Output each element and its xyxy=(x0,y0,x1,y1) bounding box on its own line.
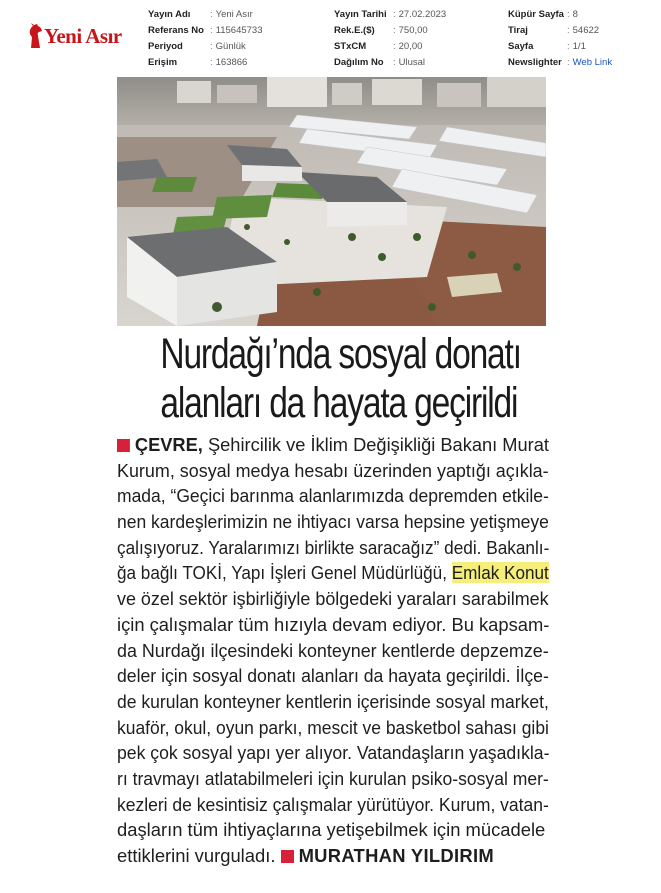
headline-line: Nurdağı’nda sosyal donatı xyxy=(160,330,521,378)
meta-column-middle xyxy=(334,7,446,71)
meta-label: Newslighter xyxy=(508,57,562,68)
body-line: da Nurdağı ilçesindeki konteyner kentlerde depzemze- xyxy=(117,639,549,661)
web-link[interactable]: Web Link xyxy=(572,57,613,68)
body-line: mada, “Geçici barınma alanlarımızda depremden etkile- xyxy=(117,485,549,507)
meta-separator: : xyxy=(210,9,213,20)
meta-value: Ulusal xyxy=(398,57,426,68)
meta-value: 20,00 xyxy=(398,41,423,52)
meta-row xyxy=(148,7,263,23)
meta-separator: : xyxy=(567,25,570,36)
publication-name: Yeni Asır xyxy=(44,23,122,48)
body-line: için çalışmalar tüm hızıyla devam ediyor. Bu kapsam- xyxy=(117,613,550,635)
meta-value: 27.02.2023 xyxy=(398,9,447,20)
meta-row xyxy=(508,7,612,23)
meta-label: Dağılım No xyxy=(334,57,384,68)
meta-row xyxy=(508,55,612,71)
meta-row xyxy=(334,23,446,39)
body-line: nen kardeşlerimizin ne ihtiyacı varsa hepsine yetişmeye xyxy=(117,511,549,533)
meta-separator: : xyxy=(567,9,570,20)
lead-word: ÇEVRE, xyxy=(134,434,203,455)
meta-label: Tiraj xyxy=(508,25,528,36)
meta-value: 750,00 xyxy=(398,25,428,36)
meta-separator: : xyxy=(393,25,396,36)
article-photo xyxy=(117,77,546,326)
meta-column-right xyxy=(508,7,612,71)
horse-head-logo-icon xyxy=(27,23,43,49)
body-line: daşların tüm ihtiyaçlarına yetişebilmek için mücadele xyxy=(117,819,546,841)
meta-separator: : xyxy=(567,41,570,52)
meta-label: Rek.E.($) xyxy=(334,25,375,36)
meta-row xyxy=(334,7,446,23)
body-line: kezleri de kesintisiz çalışmalar yürütüyor. Kurum, vatan- xyxy=(117,793,549,815)
meta-value: 8 xyxy=(572,9,578,20)
meta-row xyxy=(148,23,263,39)
article-headline xyxy=(160,330,521,428)
meta-value: Günlük xyxy=(215,41,246,52)
body-line: Kurum, sosyal medya hesabı üzerinden yaptığı açıkla- xyxy=(117,459,549,481)
body-text: ğa bağlı TOKİ, Yapı İşleri Genel Müdürlüğü, xyxy=(117,562,452,584)
article-body xyxy=(117,432,549,869)
body-line: de kurulan konteyner kentlerin içerisinde sosyal market, xyxy=(117,690,549,712)
meta-row xyxy=(334,39,446,55)
meta-value: 115645733 xyxy=(215,25,263,36)
meta-separator: : xyxy=(393,9,396,20)
meta-value: Yeni Asır xyxy=(215,9,253,20)
body-line xyxy=(117,560,549,586)
body-line: çalışıyoruz. Yaralarımızı birlikte saracağız” dedi. Bakanlı- xyxy=(117,536,550,558)
body-line: ve özel sektör işbirliğiyle bölgedeki yaraları sarabilmek xyxy=(117,588,549,610)
red-square-icon xyxy=(281,850,294,863)
meta-separator: : xyxy=(210,25,213,36)
meta-separator: : xyxy=(210,41,213,52)
body-line xyxy=(117,432,549,458)
meta-column-left xyxy=(148,7,263,71)
meta-label: Referans No xyxy=(148,25,204,36)
meta-separator: : xyxy=(567,57,570,68)
body-text: ettiklerini vurguladı. xyxy=(117,845,281,866)
body-line: deler için sosyal donatı alanları da hayata geçirildi. İlçe- xyxy=(117,665,549,687)
body-line xyxy=(117,843,549,869)
meta-value: 163866 xyxy=(215,57,248,68)
meta-label: Periyod xyxy=(148,41,183,52)
meta-row xyxy=(508,23,612,39)
meta-value: 1/1 xyxy=(572,41,586,52)
body-line: rı travmayı atlatabilmeleri için kurulan psiko-sosyal mer- xyxy=(117,767,549,789)
author-byline: MURATHAN YILDIRIM xyxy=(298,845,495,866)
meta-label: Yayın Tarihi xyxy=(334,9,387,20)
meta-label: Küpür Sayfa xyxy=(508,9,564,20)
meta-row xyxy=(508,39,612,55)
meta-row xyxy=(334,55,446,71)
meta-label: Erişim xyxy=(148,57,178,68)
headline-line: alanları da hayata geçirildi xyxy=(160,379,518,427)
meta-row xyxy=(148,39,263,55)
body-text: Şehircilik ve İklim Değişikliği Bakanı Murat xyxy=(202,434,549,455)
publication-logo xyxy=(27,20,122,52)
meta-label: STxCM xyxy=(334,41,367,52)
container-city-aerial-image xyxy=(117,77,546,326)
red-square-icon xyxy=(117,439,130,452)
meta-label: Yayın Adı xyxy=(148,9,191,20)
meta-label: Sayfa xyxy=(508,41,534,52)
highlighted-mention: Emlak Konut xyxy=(451,562,549,584)
body-line: kuaför, okul, oyun parkı, mescit ve basketbol sahası gibi xyxy=(117,716,549,738)
body-line: pek çok sosyal yapı yer alıyor. Vatandaşların yaşadıkla- xyxy=(117,742,550,764)
meta-value: 54622 xyxy=(572,25,600,36)
meta-row xyxy=(148,55,263,71)
meta-separator: : xyxy=(210,57,213,68)
meta-separator: : xyxy=(393,57,396,68)
meta-separator: : xyxy=(393,41,396,52)
